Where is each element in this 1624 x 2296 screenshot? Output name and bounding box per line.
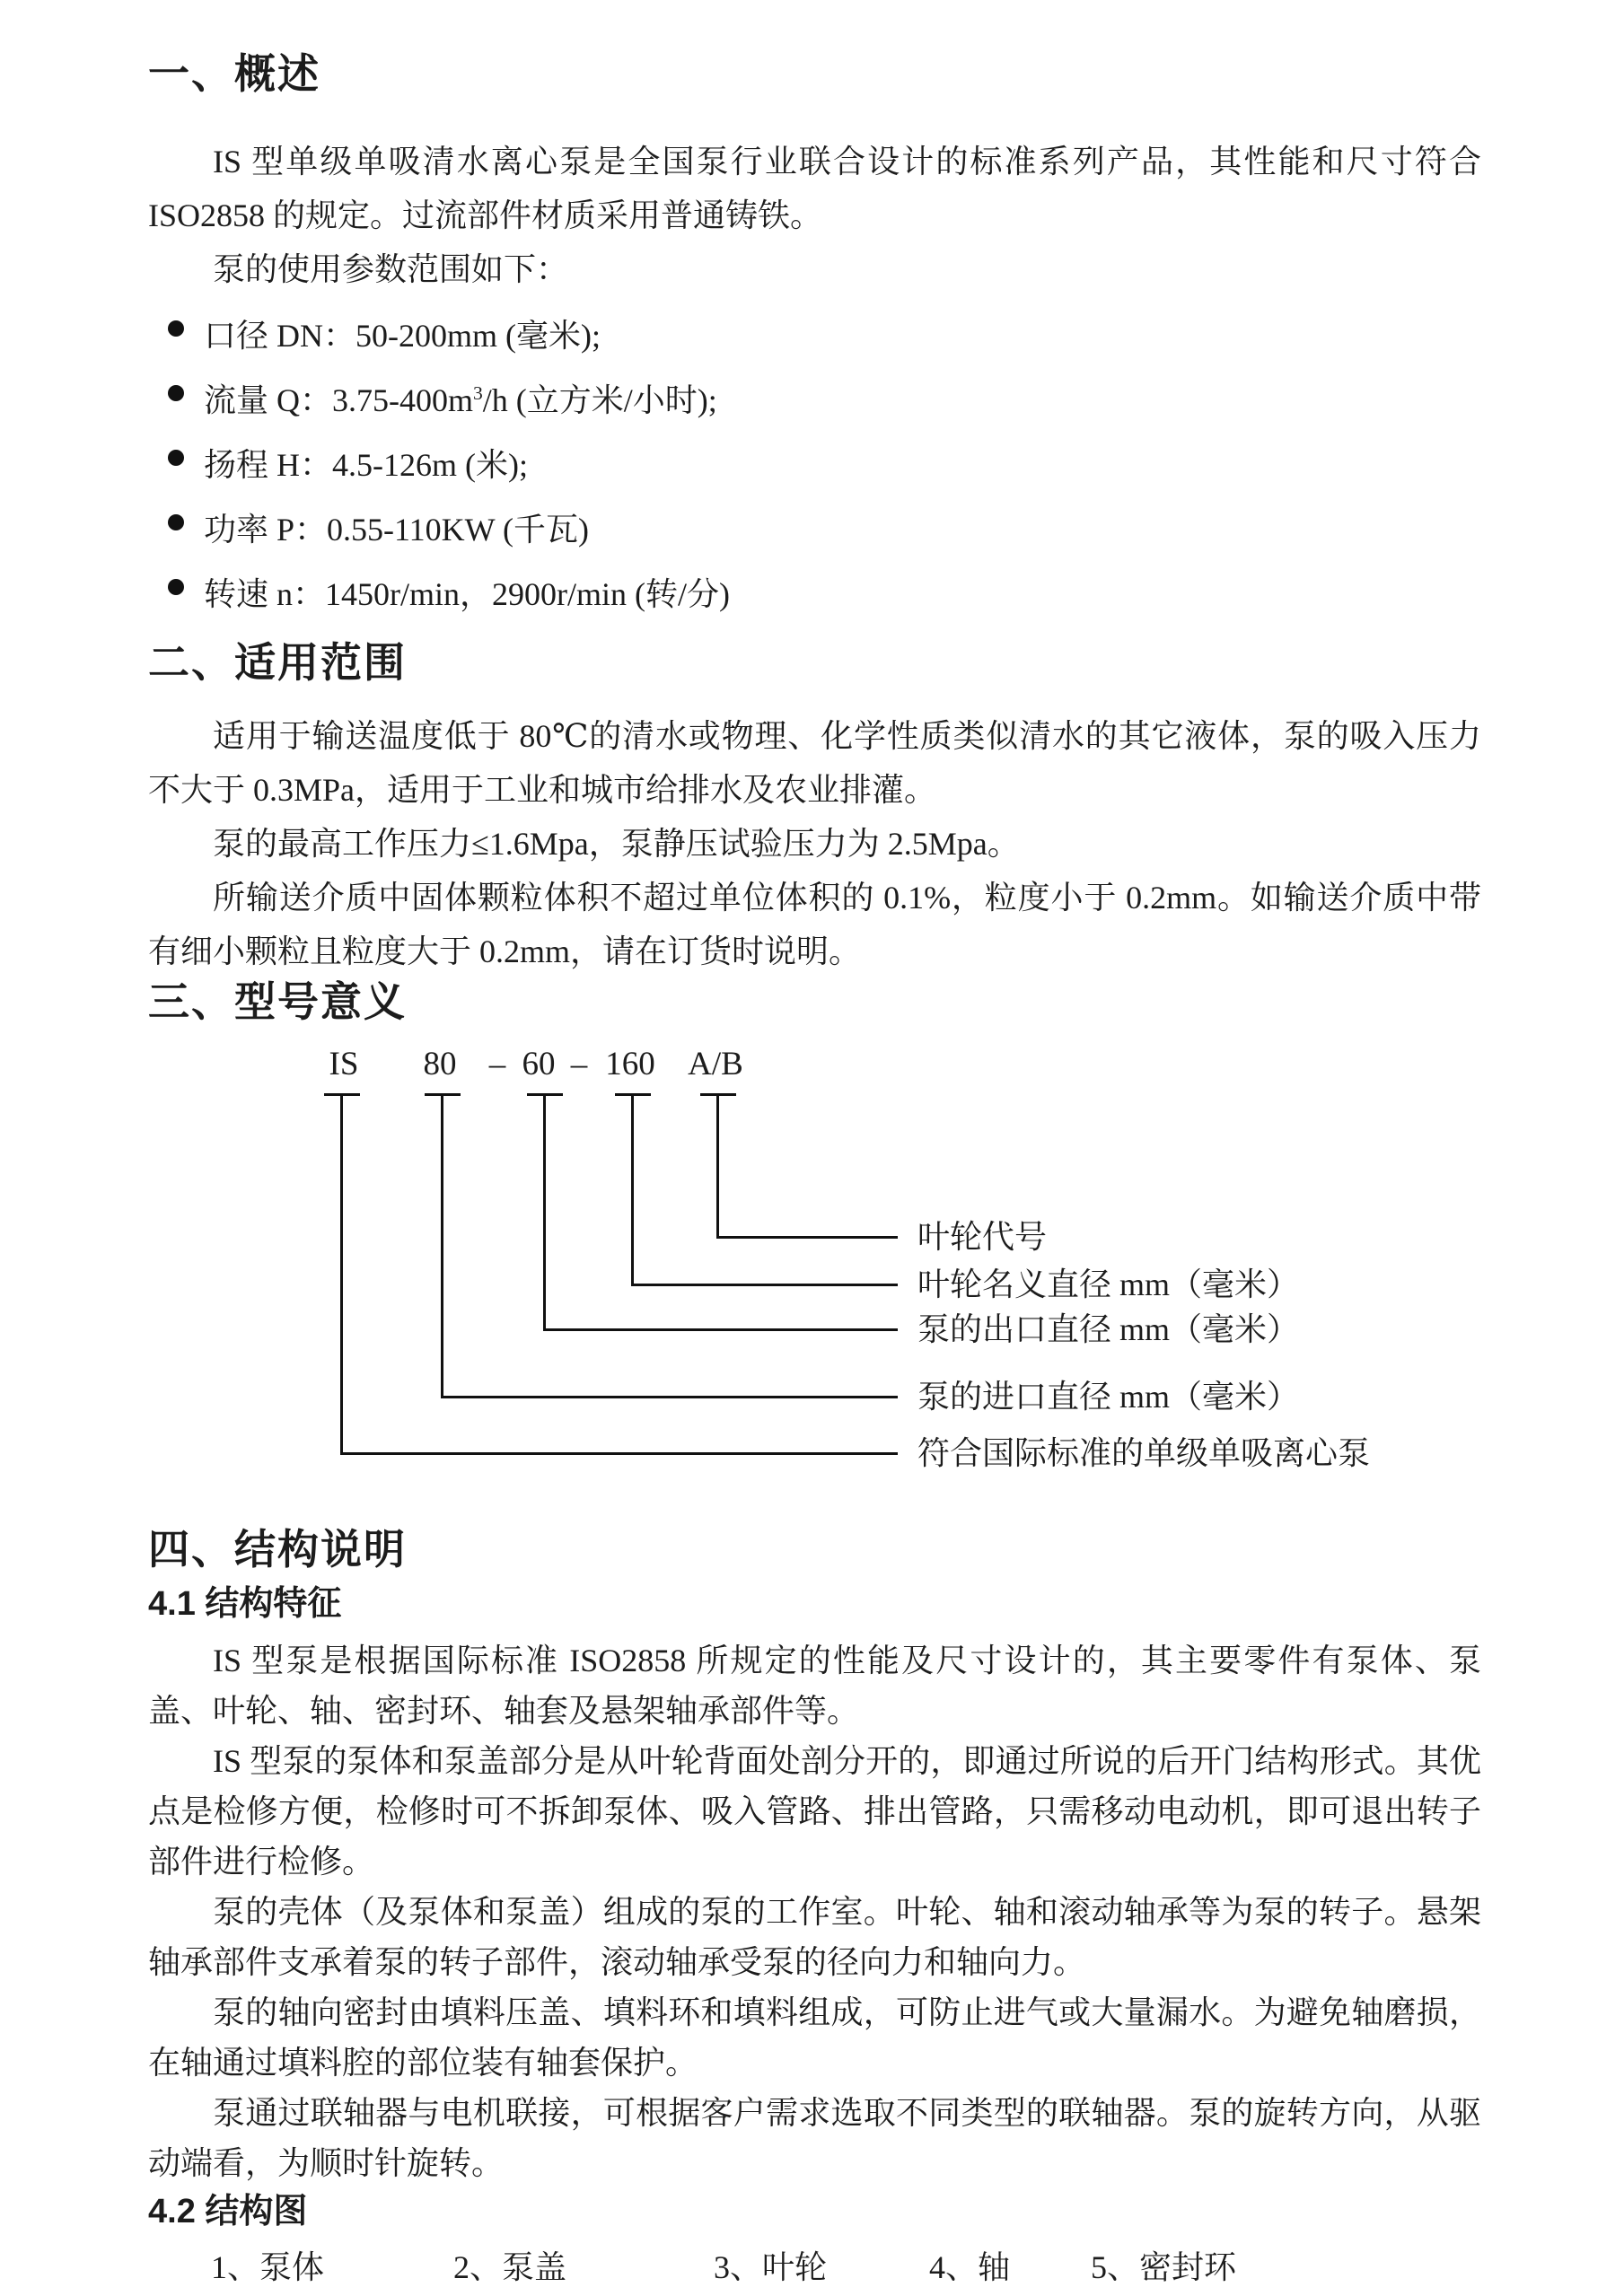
- part-label-body: 1、泵体: [211, 2249, 325, 2285]
- structure-paragraph-5: 泵通过联轴器与电机联接，可根据客户需求选取不同类型的联轴器。泵的旋转方向，从驱动端看，为顺时针旋转。: [148, 2095, 1481, 2181]
- subsection-4-1-heading: 4.1 结构特征: [148, 1585, 342, 1623]
- label-impeller-diameter: 叶轮名义直径 mm（毫米）: [917, 1266, 1300, 1302]
- part-label-shaft: 4、轴: [929, 2249, 1011, 2285]
- overview-paragraph-1: IS 型单级单吸清水离心泵是全国泵行业联合设计的标准系列产品，其性能和尺寸符合 ISO2858 的规定。过流部件材质采用普通铸铁。: [148, 144, 1481, 233]
- section-2-heading: 二、适用范围: [148, 639, 407, 686]
- stem-line: [543, 1093, 546, 1331]
- list-item: [148, 309, 1481, 373]
- bullet-icon: [168, 450, 184, 466]
- model-token-dash: –: [488, 1046, 506, 1082]
- section-3-heading: 三、型号意义: [148, 978, 407, 1025]
- bullet-icon: [168, 514, 184, 530]
- list-item: [148, 503, 1481, 567]
- parameter-speed: 转速 n：1450r/min，2900r/min (转/分): [204, 576, 730, 612]
- bullet-icon: [168, 385, 184, 401]
- branch-line: [631, 1284, 898, 1286]
- application-paragraph-3: 所输送介质中固体颗粒体积不超过单位体积的 0.1%，粒度小于 0.2mm。如输送介质中带有细小颗粒且粒度大于 0.2mm，请在订货时说明。: [148, 880, 1481, 969]
- parameter-diameter: 口径 DN：50-200mm (毫米);: [204, 318, 601, 354]
- part-label-cover: 2、泵盖: [453, 2249, 567, 2285]
- list-item: [148, 373, 1481, 438]
- stem-line: [631, 1093, 634, 1286]
- structure-paragraph-1: IS 型泵是根据国际标准 ISO2858 所规定的性能及尺寸设计的，其主要零件有泵体、泵盖、叶轮、轴、密封环、轴套及悬架轴承部件等。: [148, 1643, 1481, 1729]
- bullet-icon: [168, 579, 184, 595]
- overview-paragraph-2: 泵的使用参数范围如下：: [213, 251, 569, 287]
- part-label-impeller: 3、叶轮: [714, 2249, 828, 2285]
- section-4-heading: 四、结构说明: [148, 1526, 407, 1573]
- list-item: [148, 567, 1481, 632]
- model-token-outlet: 60: [522, 1046, 556, 1082]
- label-pump-standard: 符合国际标准的单级单吸离心泵: [917, 1435, 1371, 1471]
- branch-line: [340, 1452, 898, 1455]
- model-code-diagram: [148, 1025, 1481, 1510]
- parameter-head: 扬程 H：4.5-126m (米);: [204, 447, 528, 483]
- list-item: [148, 438, 1481, 503]
- parameter-power: 功率 P：0.55-110KW (千瓦): [204, 512, 589, 548]
- model-token-dash: –: [570, 1046, 588, 1082]
- stem-line: [716, 1093, 719, 1239]
- structure-paragraph-3: 泵的壳体（及泵体和泵盖）组成的泵的工作室。叶轮、轴和滚动轴承等为泵的转子。悬架轴承部件支承着泵的转子部件，滚动轴承受泵的径向力和轴向力。: [148, 1894, 1481, 1980]
- part-label-seal-ring: 5、密封环: [1091, 2249, 1237, 2285]
- application-paragraph-2: 泵的最高工作压力≤1.6Mpa，泵静压试验压力为 2.5Mpa。: [213, 826, 1020, 862]
- model-token-impeller: 160: [605, 1046, 655, 1082]
- structure-paragraph-4: 泵的轴向密封由填料压盖、填料环和填料组成，可防止进气或大量漏水。为避免轴磨损，在轴通过填料腔的部位装有轴套保护。: [148, 1994, 1481, 2081]
- branch-line: [543, 1328, 898, 1331]
- model-token-series: IS: [329, 1046, 359, 1082]
- branch-line: [441, 1396, 898, 1398]
- pump-parameter-list: [148, 309, 1481, 632]
- label-outlet-diameter: 泵的出口直径 mm（毫米）: [917, 1311, 1300, 1347]
- label-inlet-diameter: 泵的进口直径 mm（毫米）: [917, 1379, 1300, 1415]
- bullet-icon: [168, 320, 184, 337]
- structure-paragraph-2: IS 型泵的泵体和泵盖部分是从叶轮背面处剖分开的，即通过所说的后开门结构形式。其优点是检修方便，检修时可不拆卸泵体、吸入管路、排出管路，只需移动电动机，即可退出转子部件进行检修。: [148, 1743, 1481, 1880]
- structure-parts-legend: [148, 2248, 1481, 2291]
- stem-line: [441, 1093, 443, 1398]
- stem-line: [340, 1093, 343, 1455]
- branch-line: [716, 1236, 898, 1239]
- model-token-variant: A/B: [688, 1046, 743, 1082]
- application-paragraph-1: 适用于输送温度低于 80℃的清水或物理、化学性质类似清水的其它液体，泵的吸入压力不大于 0.3MPa，适用于工业和城市给排水及农业排灌。: [148, 718, 1481, 808]
- subsection-4-2-heading: 4.2 结构图: [148, 2193, 308, 2230]
- label-impeller-code: 叶轮代号: [917, 1219, 1048, 1255]
- model-token-inlet: 80: [423, 1046, 457, 1082]
- section-1-heading: 一、概述: [148, 50, 320, 97]
- parameter-flow: 流量 Q：$3.75-400m^3/h$ (立方米/小时);: [204, 382, 717, 418]
